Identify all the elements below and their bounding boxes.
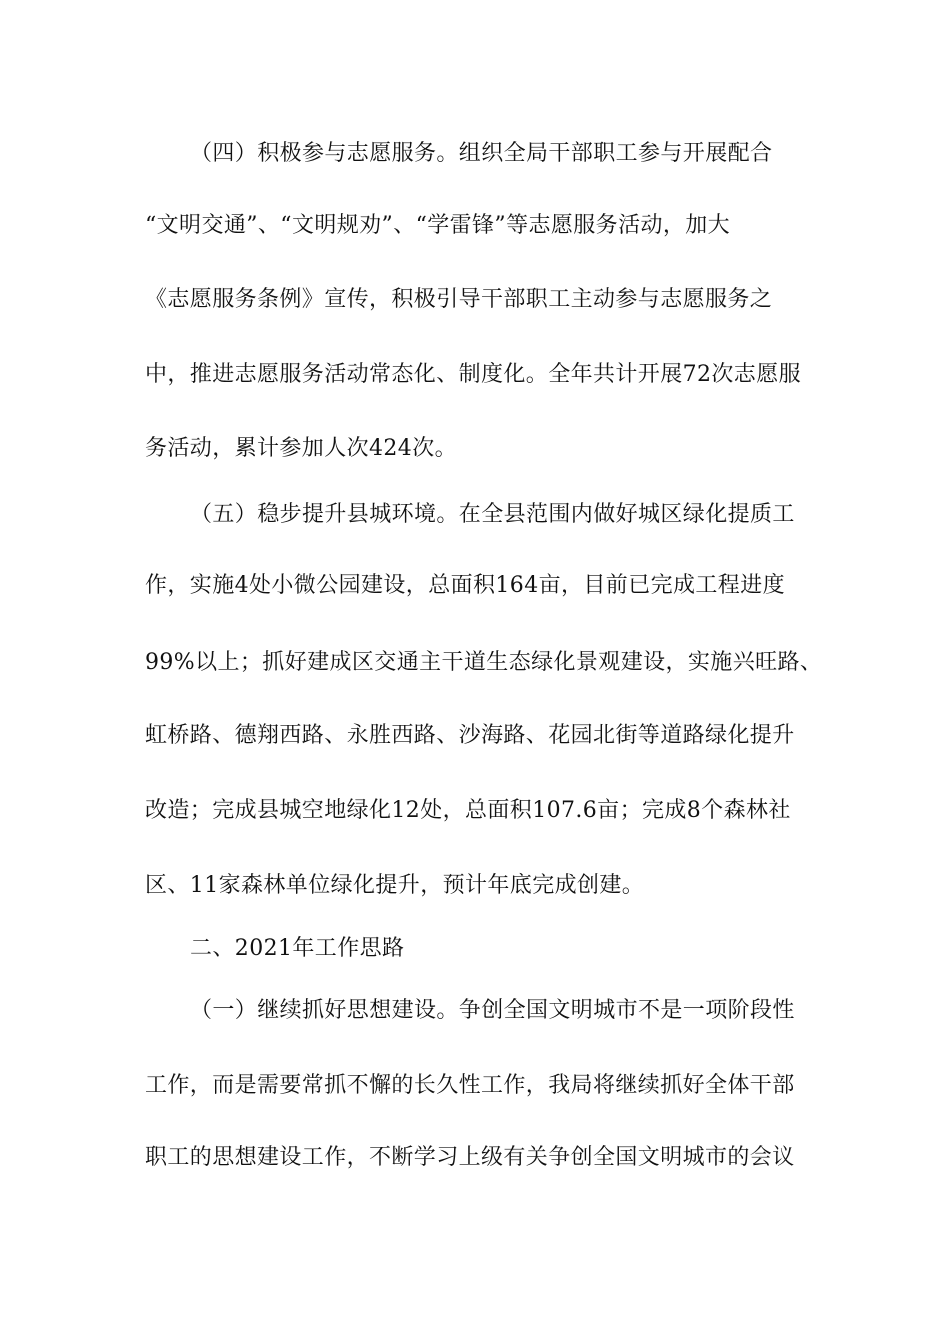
paragraph-4-line-5: 务活动，累计参加人次424次。 [145,436,457,461]
paragraph-6-line-1: （一）继续抓好思想建设。争创全国文明城市不是一项阶段性 [190,998,795,1023]
paragraph-6-line-2: 工作，而是需要常抓不懈的长久性工作，我局将继续抓好全体干部 [145,1073,795,1098]
paragraph-5-line-4: 虹桥路、德翔西路、永胜西路、沙海路、花园北街等道路绿化提升 [145,723,795,748]
paragraph-4-line-2: “文明交通”、“文明规劝”、“学雷锋”等志愿服务活动，加大 [145,213,731,238]
paragraph-5-line-5: 改造；完成县城空地绿化12处，总面积107.6亩；完成8个森林社 [145,798,791,823]
paragraph-4-line-4: 中，推进志愿服务活动常态化、制度化。全年共计开展72次志愿服 [145,362,801,387]
section-heading: 二、2021年工作思路 [190,936,405,961]
paragraph-6-line-3: 职工的思想建设工作，不断学习上级有关争创全国文明城市的会议 [145,1145,795,1170]
paragraph-5-line-2: 作，实施4处小微公园建设，总面积164亩，目前已完成工程进度 [145,573,785,598]
paragraph-4-line-3: 《志愿服务条例》宣传，积极引导干部职工主动参与志愿服务之 [145,287,773,312]
paragraph-5-line-6: 区、11家森林单位绿化提升，预计年底完成创建。 [145,873,645,898]
paragraph-5-line-1: （五）稳步提升县城环境。在全县范围内做好城区绿化提质工 [190,502,795,527]
paragraph-5-line-3: 99%以上；抓好建成区交通主干道生态绿化景观建设，实施兴旺路、 [145,650,823,675]
paragraph-4-line-1: （四）积极参与志愿服务。组织全局干部职工参与开展配合 [190,141,773,166]
